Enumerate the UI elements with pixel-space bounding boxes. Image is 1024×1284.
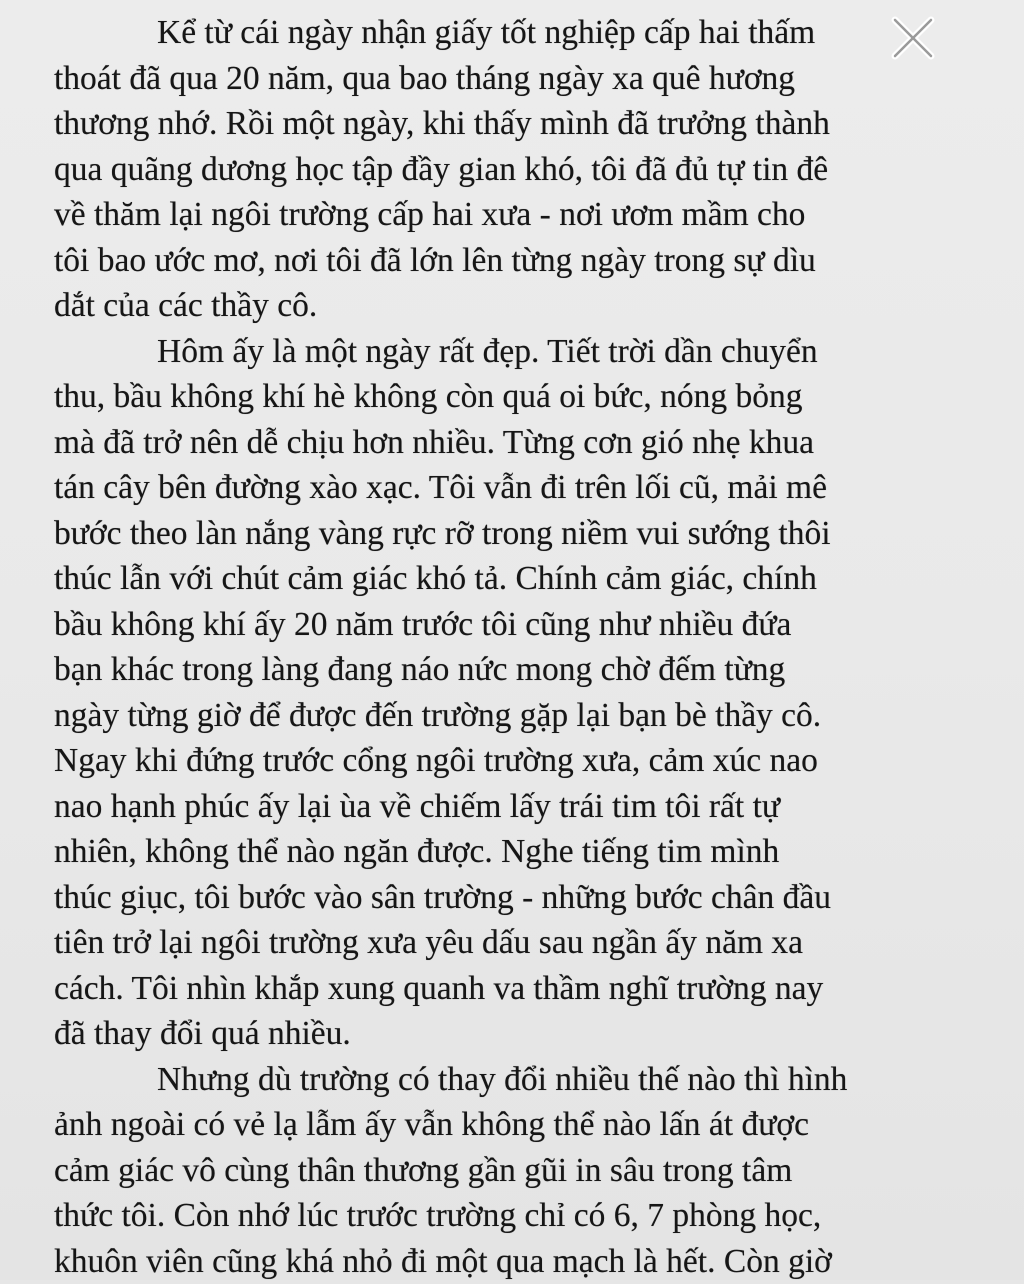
paragraph-2-line-15: cách. Tôi nhìn khắp xung quanh va thầm nghĩ trường nay (54, 966, 974, 1012)
paragraph-2-line-6: thúc lẫn với chút cảm giác khó tả. Chính cảm giác, chính (54, 556, 974, 602)
paragraph-2-line-1: Hôm ấy là một ngày rất đẹp. Tiết trời dần chuyển (54, 329, 974, 375)
paragraph-2-line-8: bạn khác trong làng đang náo nức mong chờ đếm từng (54, 647, 974, 693)
paragraph-3-line-2: ảnh ngoài có vẻ lạ lẫm ấy vẫn không thể nào lấn át được (54, 1102, 974, 1148)
paragraph-1-line-2: thoát đã qua 20 năm, qua bao tháng ngày xa quê hương (54, 56, 974, 102)
paragraph-3-line-4: thức tôi. Còn nhớ lúc trước trường chỉ có 6, 7 phòng học, (54, 1193, 974, 1239)
paragraph-1-line-1: Kể từ cái ngày nhận giấy tốt nghiệp cấp hai thấm (54, 10, 974, 56)
paragraph-2-line-12: nhiên, không thể nào ngăn được. Nghe tiếng tim mình (54, 829, 974, 875)
paragraph-1-line-5: về thăm lại ngôi trường cấp hai xưa - nơi ươm mầm cho (54, 192, 974, 238)
paragraph-3-line-3: cảm giác vô cùng thân thương gần gũi in sâu trong tâm (54, 1148, 974, 1194)
paragraph-1-line-6: tôi bao ước mơ, nơi tôi đã lớn lên từng ngày trong sự dìu (54, 238, 974, 284)
paragraph-1-line-4: qua quãng dương học tập đầy gian khó, tôi đã đủ tự tin đê (54, 147, 974, 193)
paragraph-2-line-5: bước theo làn nắng vàng rực rỡ trong niềm vui sướng thôi (54, 511, 974, 557)
paragraph-2-line-10: Ngay khi đứng trước cổng ngôi trường xưa, cảm xúc nao (54, 738, 974, 784)
close-icon (887, 12, 939, 64)
paragraph-3-line-1: Nhưng dù trường có thay đổi nhiều thế nào thì hình (54, 1057, 974, 1103)
paragraph-2-line-11: nao hạnh phúc ấy lại ùa về chiếm lấy trái tim tôi rất tự (54, 784, 974, 830)
paragraph-2-line-2: thu, bầu không khí hè không còn quá oi bức, nóng bỏng (54, 374, 974, 420)
document-text (54, 10, 974, 1284)
paragraph-2-line-3: mà đã trở nên dễ chịu hơn nhiều. Từng cơn gió nhẹ khua (54, 420, 974, 466)
paragraph-2-line-9: ngày từng giờ để được đến trường gặp lại bạn bè thầy cô. (54, 693, 974, 739)
paragraph-2-line-13: thúc giục, tôi bước vào sân trường - những bước chân đầu (54, 875, 974, 921)
paragraph-2-line-4: tán cây bên đường xào xạc. Tôi vẫn đi trên lối cũ, mải mê (54, 465, 974, 511)
paragraph-2-line-16: đã thay đổi quá nhiều. (54, 1011, 974, 1057)
paragraph-1-line-7: dắt của các thầy cô. (54, 283, 974, 329)
paragraph-3-line-5: khuôn viên cũng khá nhỏ đi một qua mạch là hết. Còn giờ (54, 1239, 974, 1284)
paragraph-2-line-7: bầu không khí ấy 20 năm trước tôi cũng như nhiều đứa (54, 602, 974, 648)
close-button[interactable] (887, 12, 939, 64)
paragraph-1-line-3: thương nhớ. Rồi một ngày, khi thấy mình đã trưởng thành (54, 101, 974, 147)
paragraph-2-line-14: tiên trở lại ngôi trường xưa yêu dấu sau ngần ấy năm xa (54, 920, 974, 966)
